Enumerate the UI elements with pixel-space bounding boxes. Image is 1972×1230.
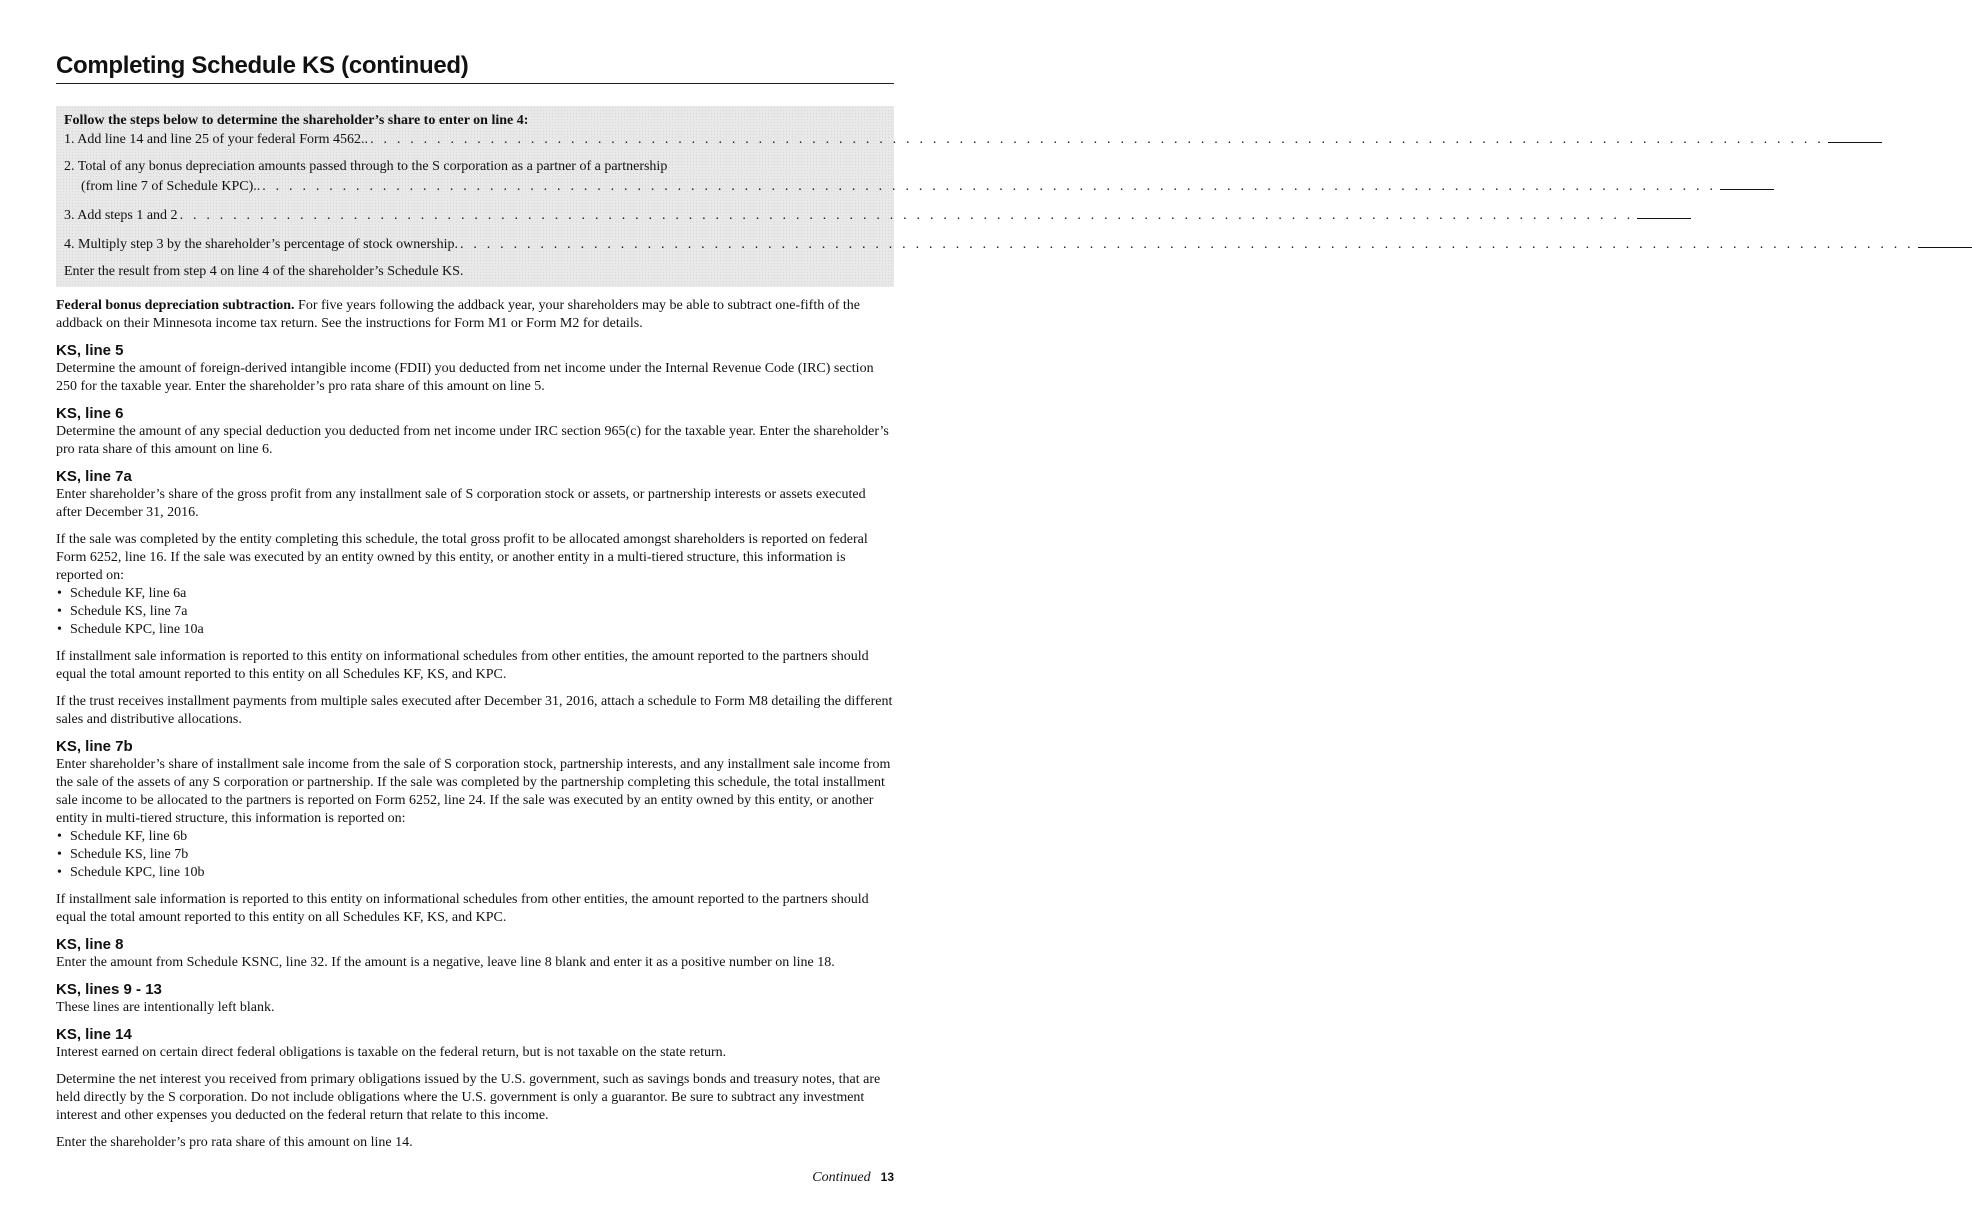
- heading-lines-9-13: KS, lines 9 - 13: [56, 981, 162, 998]
- heading-line-14: KS, line 14: [56, 1026, 132, 1043]
- page: [56, 50, 1914, 1161]
- heading-line-6: KS, line 6: [56, 405, 124, 422]
- heading-line-7a: KS, line 7a: [56, 468, 132, 485]
- bullet-list: [56, 585, 894, 639]
- paragraph: Enter shareholder’s share of installment sale income from the sale of S corporation stock, partnership interests, and any installment sale income from the sale of the assets of any S corporation or partnership. If the sale was completed by the partnership completing this schedule, the total installment sale income to be allocated to the partners is reported on Form 6252, line 24. If the sale was executed by an entity owned by this entity, or another entity in multi-tiered structure, this information is reported on:: [56, 757, 891, 826]
- section-line-7a: [56, 468, 894, 729]
- paragraph: Determine the amount of foreign-derived intangible income (FDII) you deducted from net income under the Internal Revenue Code (IRC) section 250 for the taxable year. Enter the shareholder’s pro rata share of this amount on line 5.: [56, 361, 874, 394]
- section-line-5: [56, 342, 894, 396]
- paragraph: Determine the net interest you received from primary obligations issued by the U.S. government, such as savings bonds and treasury notes, that are held directly by the S corporation. Do not include obligations where the U.S. government is only a guarantor. Be sure to subtract any investment interest and other expenses you deducted on the federal return that relate to this income.: [56, 1072, 881, 1123]
- step-1-answer-line[interactable]: [1828, 129, 1882, 143]
- list-item: • Schedule KS, line 7b: [56, 846, 894, 864]
- step-1: [64, 129, 1824, 149]
- list-item: • Schedule KPC, line 10a: [56, 621, 894, 639]
- heading-line-5: KS, line 5: [56, 342, 124, 359]
- steps-heading: Follow the steps below to determine the shareholder’s share to enter on line 4:: [64, 113, 529, 128]
- step-4-answer-line[interactable]: [1918, 234, 1972, 248]
- list-item: • Schedule KF, line 6b: [56, 828, 894, 846]
- step-4: [64, 234, 1914, 254]
- section-line-8: [56, 936, 894, 972]
- heading-line-8: KS, line 8: [56, 936, 124, 953]
- step-2-text: 2. Total of any bonus depreciation amounts passed through to the S corporation as a partner of a partnership: [64, 159, 668, 174]
- leader-dots: . . . . . . . . . . . . . . . . . . . . . . . . . . . . . . . . . . . . . . . . . . . . . . . . . . . . . . . . . . . . . . . . . . . . . . . . . . . . . . . . . . . . . . . . . . . . . . . . . . . . . . . . . . . . .: [179, 208, 1634, 223]
- section-line-14: [56, 1026, 894, 1152]
- leader-dots: . . . . . . . . . . . . . . . . . . . . . . . . . . . . . . . . . . . . . . . . . . . . . . . . . . . . . . . . . . . . . . . . . . . . . . . . . . . . . . . . . . . . . . . . . . . . . . . . . . . . . . . . . . . . .: [262, 179, 1717, 194]
- heading-line-7b: KS, line 7b: [56, 738, 133, 755]
- list-item: • Schedule KS, line 7a: [56, 603, 894, 621]
- step-3-answer-line[interactable]: [1637, 205, 1691, 219]
- continued-label: Continued: [812, 1170, 871, 1185]
- paragraph: Determine the amount of any special deduction you deducted from net income under IRC section 965(c) for the taxable year. Enter the shareholder’s pro rata share of this amount on line 6.: [56, 424, 889, 457]
- section-line-6: [56, 405, 894, 459]
- step-1-text: 1. Add line 14 and line 25 of your federal Form 4562..: [64, 132, 369, 147]
- bullet-list: [56, 828, 894, 882]
- section-line-7b: [56, 738, 894, 927]
- step-2-row: [64, 176, 1717, 196]
- steps-footer: Enter the result from step 4 on line 4 of the shareholder’s Schedule KS.: [64, 264, 464, 279]
- step-3: [64, 205, 1634, 225]
- page-footer: [812, 1170, 894, 1186]
- paragraph: Enter the amount from Schedule KSNC, line 32. If the amount is a negative, leave line 8 blank and enter it as a positive number on line 18.: [56, 955, 835, 970]
- page-title: Completing Schedule KS (continued): [56, 50, 894, 84]
- list-item: • Schedule KF, line 6a: [56, 585, 894, 603]
- paragraph: If the trust receives installment payments from multiple sales executed after December 31, 2016, attach a schedule to Form M8 detailing the different sales and distributive allocations.: [56, 694, 893, 727]
- section-lines-9-13: [56, 981, 894, 1017]
- step-2: [64, 158, 1717, 196]
- paragraph: Interest earned on certain direct federal obligations is taxable on the federal return, but is not taxable on the state return.: [56, 1045, 727, 1060]
- paragraph: Enter shareholder’s share of the gross profit from any installment sale of S corporation stock or assets, or partnership interests or assets executed after December 31, 2016.: [56, 487, 866, 520]
- paragraph: These lines are intentionally left blank.: [56, 1000, 275, 1015]
- bonus-lead: Federal bonus depreciation subtraction.: [56, 298, 295, 313]
- page-number: 13: [880, 1170, 894, 1184]
- paragraph: If installment sale information is reported to this entity on informational schedules from other entities, the amount reported to the partners should equal the total amount reported to this entity on all Schedules KF, KS, and KPC.: [56, 649, 869, 682]
- bonus-text: For five years following the addback year, your shareholders may be able to subtract one-fifth of the addback on their Minnesota income tax return. See the instructions for Form M1 or Form M2 for details.: [56, 298, 860, 331]
- step-4-text: 4. Multiply step 3 by the shareholder’s percentage of stock ownership.: [64, 237, 458, 252]
- step-3-text: 3. Add steps 1 and 2: [64, 208, 178, 223]
- paragraph: Enter the shareholder’s pro rata share of this amount on line 14.: [56, 1135, 413, 1150]
- leader-dots: . . . . . . . . . . . . . . . . . . . . . . . . . . . . . . . . . . . . . . . . . . . . . . . . . . . . . . . . . . . . . . . . . . . . . . . . . . . . . . . . . . . . . . . . . . . . . . . . . . . . . . . . . . . . .: [370, 132, 1824, 147]
- step-2-answer-line[interactable]: [1720, 176, 1774, 190]
- step-2-text-cont: (from line 7 of Schedule KPC)..: [81, 179, 261, 194]
- bonus-paragraph: [56, 297, 894, 333]
- paragraph: If installment sale information is reported to this entity on informational schedules from other entities, the amount reported to the partners should equal the total amount reported to this entity on all Schedules KF, KS, and KPC.: [56, 892, 869, 925]
- list-item: • Schedule KPC, line 10b: [56, 864, 894, 882]
- paragraph: If the sale was completed by the entity completing this schedule, the total gross profit to be allocated amongst shareholders is reported on federal Form 6252, line 16. If the sale was executed by an entity owned by this entity, or another entity in a multi-tiered structure, this information is reported on:: [56, 532, 868, 583]
- leader-dots: . . . . . . . . . . . . . . . . . . . . . . . . . . . . . . . . . . . . . . . . . . . . . . . . . . . . . . . . . . . . . . . . . . . . . . . . . . . . . . . . . . . . . . . . . . . . . . . . . . . . . . . . . . . . .: [459, 237, 1914, 252]
- steps-box: [56, 106, 1914, 287]
